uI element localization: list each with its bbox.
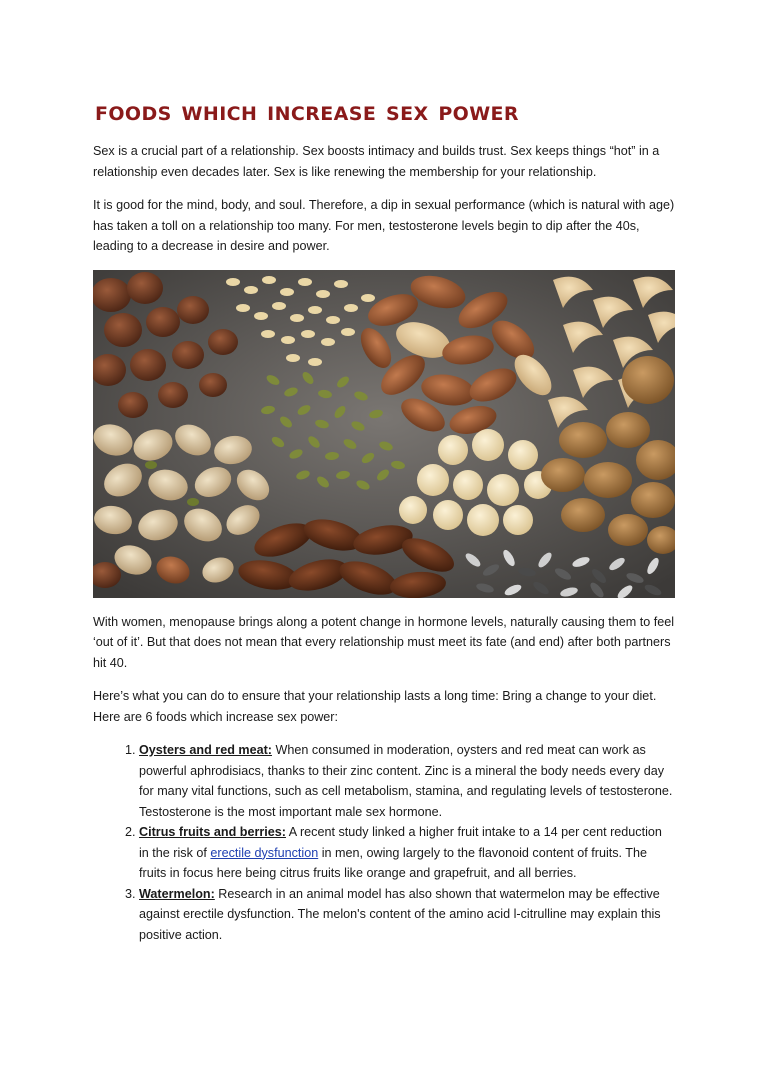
list-item-term: Oysters and red meat: xyxy=(139,743,272,757)
intro-paragraph-2: It is good for the mind, body, and soul. Therefore, a dip in sexual performance (which is natural with age) has taken a toll on a relationship too many. For men, testosterone levels begin to dip after the 40s, leading to a decrease in desire and power. xyxy=(93,198,675,253)
list-item-term: Watermelon: xyxy=(139,886,215,901)
list-item xyxy=(139,884,675,946)
list-item xyxy=(139,740,675,822)
page-title: foods which increase sex power xyxy=(95,96,519,127)
list-item xyxy=(139,822,675,884)
list-item-text: Research in an animal model has also shown that watermelon may be effective against erectile dysfunction. The melon's content of the amino acid l-citrulline may explain this positive action. xyxy=(139,886,661,942)
erectile-dysfunction-link[interactable]: erectile dysfunction xyxy=(210,845,319,860)
list-item-term: Citrus fruits and berries: xyxy=(139,825,286,839)
intro-paragraph-1: Sex is a crucial part of a relationship. Sex boosts intimacy and builds trust. Sex keeps things “hot” in a relationship even decades later. Sex is like renewing the membership for your relationship. xyxy=(93,144,660,179)
body-paragraph-4: Here’s what you can do to ensure that your relationship lasts a long time: Bring a change to your diet. Here are 6 foods which increase sex power: xyxy=(93,689,657,724)
list-item-text: When consumed in moderation, oysters and red meat can work as powerful aphrodisiacs, thanks to their zinc content. Zinc is a mineral the body needs every day for many vital functions, such as cell metabolism, stamina, and regulating levels of testosterone. Testosterone is the most important male sex hormone. xyxy=(139,743,673,819)
body-paragraph-3: With women, menopause brings along a potent change in hormone levels, naturally causing them to feel ‘out of it’. But that does not mean that every relationship must meet its fate (and end) after both partners hit 40. xyxy=(93,614,675,670)
list-item-text: A recent study linked a higher fruit intake to a 14 per cent reduction in the risk of xyxy=(139,825,662,860)
list-item-text: in men, owing largely to the flavonoid content of fruits. The fruits in focus here being citrus fruits like orange and grapefruit, and all berries. xyxy=(139,845,648,880)
nuts-and-seeds-photo xyxy=(93,270,675,598)
foods-list xyxy=(93,740,675,945)
